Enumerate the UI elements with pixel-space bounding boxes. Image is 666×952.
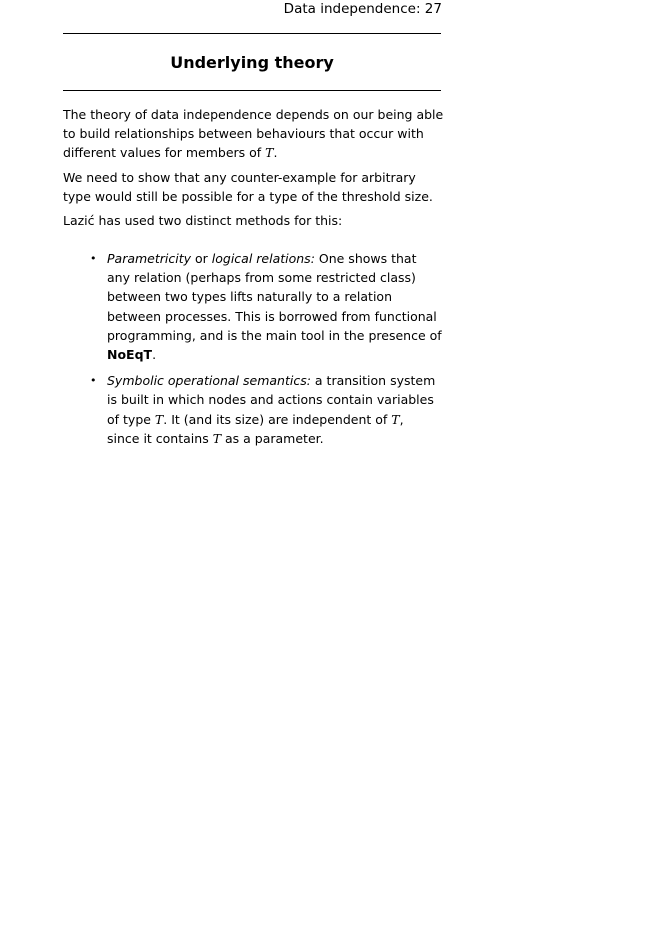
text-run: One shows that [314,251,417,266]
page-title: Underlying theory [170,53,334,72]
bullet-list [90,249,443,455]
bottom-rule [63,90,441,91]
math-variable: T [154,411,164,427]
bullet-line [107,249,443,268]
bullet-line [107,345,443,364]
bullet-line: between two types lifts naturally to a relation [107,289,393,305]
italic-term: Parametricity [107,251,192,266]
text-run: . [273,145,278,161]
math-variable: T [391,411,400,427]
running-head: Data independence: 27 [283,1,442,17]
paragraph-line [63,143,441,162]
bullet-icon: • [90,374,97,388]
italic-term: Symbolic operational semantics: [107,373,311,389]
bullet-line: programming, and is the main tool in the presence of [107,327,442,343]
math-variable: T [212,430,222,446]
italic-term: logical relations: [211,251,315,266]
text-run: . It (and its size) are independent of [163,411,392,427]
bullet-line [107,429,443,448]
bullet-item-parametricity [90,249,443,364]
text-run: of type [107,411,155,427]
bullet-line [107,410,443,429]
text-run: . [152,347,157,363]
paragraph-1 [63,105,444,163]
paragraph-line: to build relationships between behaviours that occur with [63,126,424,142]
text-run: or [191,251,212,266]
text-run: different values for members of [63,145,266,161]
paragraph-line: We need to show that any counter-example for arbitrary [63,170,416,185]
bullet-line: between processes. This is borrowed from functional [107,308,437,324]
bullet-icon: • [90,252,97,265]
text-run: as a parameter. [221,430,324,446]
paragraph-3 [63,211,441,230]
paragraph-2 [63,168,441,206]
bullet-line: any relation (perhaps from some restricted class) [107,270,416,286]
text-run: , [399,411,404,427]
bullet-line [107,371,443,390]
paragraph-line: Lazić has used two distinct methods for this: [63,213,343,228]
math-variable: T [265,145,274,161]
bold-term: NoEqT [107,347,153,363]
bullet-item-symbolic-semantics [90,371,443,448]
bullet-line: is built in which nodes and actions contain variables [107,392,434,408]
text-run: since it contains [107,430,213,446]
top-rule [63,33,441,34]
paragraph-line: The theory of data independence depends on our being able [63,107,444,122]
text-run: a transition system [310,373,436,389]
paragraph-line: type would still be possible for a type of the threshold size. [63,189,433,205]
